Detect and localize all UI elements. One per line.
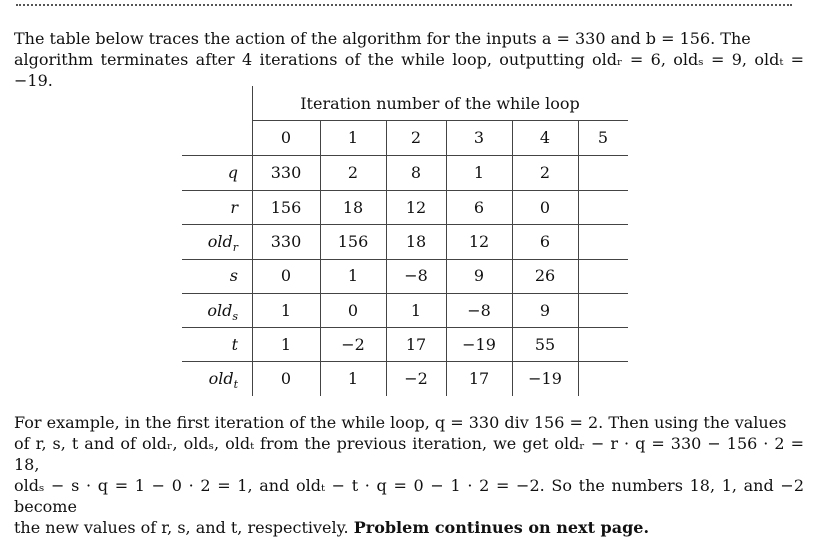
table-cell: 9: [473, 266, 485, 285]
table-cell: 0: [280, 266, 292, 285]
table-cell: 8: [410, 163, 422, 182]
table-header: Iteration number of the while loop: [300, 94, 580, 113]
table-cell: 0: [539, 198, 551, 217]
table-cell: 1: [347, 369, 359, 388]
table-cell: −8: [404, 266, 428, 285]
iteration-number: 3: [473, 128, 485, 147]
table-cell: 1: [280, 301, 292, 320]
table-cell: 17: [405, 335, 427, 354]
table-cell: 17: [468, 369, 490, 388]
table-cell: 18: [342, 198, 364, 217]
row-label-text: old: [207, 232, 233, 251]
table-cell: 26: [534, 266, 556, 285]
continues-notice: Problem continues on next page.: [353, 518, 650, 537]
table-cell: 156: [270, 198, 302, 217]
iteration-number: 1: [347, 128, 359, 147]
table-cell: 330: [270, 163, 302, 182]
table-cell: 1: [347, 266, 359, 285]
table-cell: 2: [539, 163, 551, 182]
row-label-subscript: s: [232, 310, 238, 324]
table-cell: 0: [347, 301, 359, 320]
table-cell: 330: [270, 232, 302, 251]
table-cell: 1: [410, 301, 422, 320]
example-line-2: of r, s, t and of oldᵣ, oldₛ, oldₜ from the previous iteration, we get oldᵣ − r · q = 330 − 156 · 2 = 18,: [14, 434, 804, 474]
row-label-text: t: [231, 335, 238, 354]
iteration-number: 5: [597, 128, 609, 147]
row-label: [178, 198, 238, 218]
table-cell: 55: [534, 335, 556, 354]
row-label: [178, 266, 238, 286]
row-label-text: s: [229, 266, 238, 285]
example-paragraph: [14, 412, 804, 538]
table-cell: 6: [473, 198, 485, 217]
row-label: [178, 232, 238, 258]
table-cell: 12: [405, 198, 427, 217]
table-cell: −19: [462, 335, 496, 354]
table-cell: 2: [347, 163, 359, 182]
row-label-text: q: [227, 163, 238, 182]
example-line-4: [14, 517, 804, 538]
table-cell: 1: [473, 163, 485, 182]
table-cell: −19: [528, 369, 562, 388]
row-label: [178, 369, 238, 395]
row-label-text: old: [208, 369, 234, 388]
iteration-number: 4: [539, 128, 551, 147]
table-cell: −8: [467, 301, 491, 320]
table-cell: 9: [539, 301, 551, 320]
table-cell: 156: [337, 232, 369, 251]
row-label-text: old: [207, 301, 233, 320]
example-line-4-text: the new values of r, s, and t, respectively.: [14, 518, 349, 537]
row-label: [178, 163, 238, 183]
table-cell: 18: [405, 232, 427, 251]
table-cell: 12: [468, 232, 490, 251]
table-cell: −2: [404, 369, 428, 388]
table-cell: 6: [539, 232, 551, 251]
iteration-number: 2: [410, 128, 422, 147]
table-cell: 1: [280, 335, 292, 354]
example-line-1: For example, in the first iteration of the while loop, q = 330 div 156 = 2. Then using the values: [14, 413, 787, 432]
row-label-text: r: [230, 198, 238, 217]
row-label: [178, 335, 238, 355]
example-line-3: oldₛ − s · q = 1 − 0 · 2 = 1, and oldₜ − t · q = 0 − 1 · 2 = −2. So the numbers 18, 1, and −2 become: [14, 476, 804, 516]
intro-line-1: The table below traces the action of the algorithm for the inputs a = 330 and b = 156. The: [14, 29, 751, 48]
row-label-subscript: t: [233, 378, 238, 392]
iteration-number: 0: [280, 128, 292, 147]
table-cell: −2: [341, 335, 365, 354]
row-label-subscript: r: [232, 241, 238, 255]
table-cell: 0: [280, 369, 292, 388]
intro-line-2: algorithm terminates after 4 iterations of the while loop, outputting oldᵣ = 6, oldₛ = 9, oldₜ = −19.: [14, 50, 804, 90]
row-label: [178, 301, 238, 327]
